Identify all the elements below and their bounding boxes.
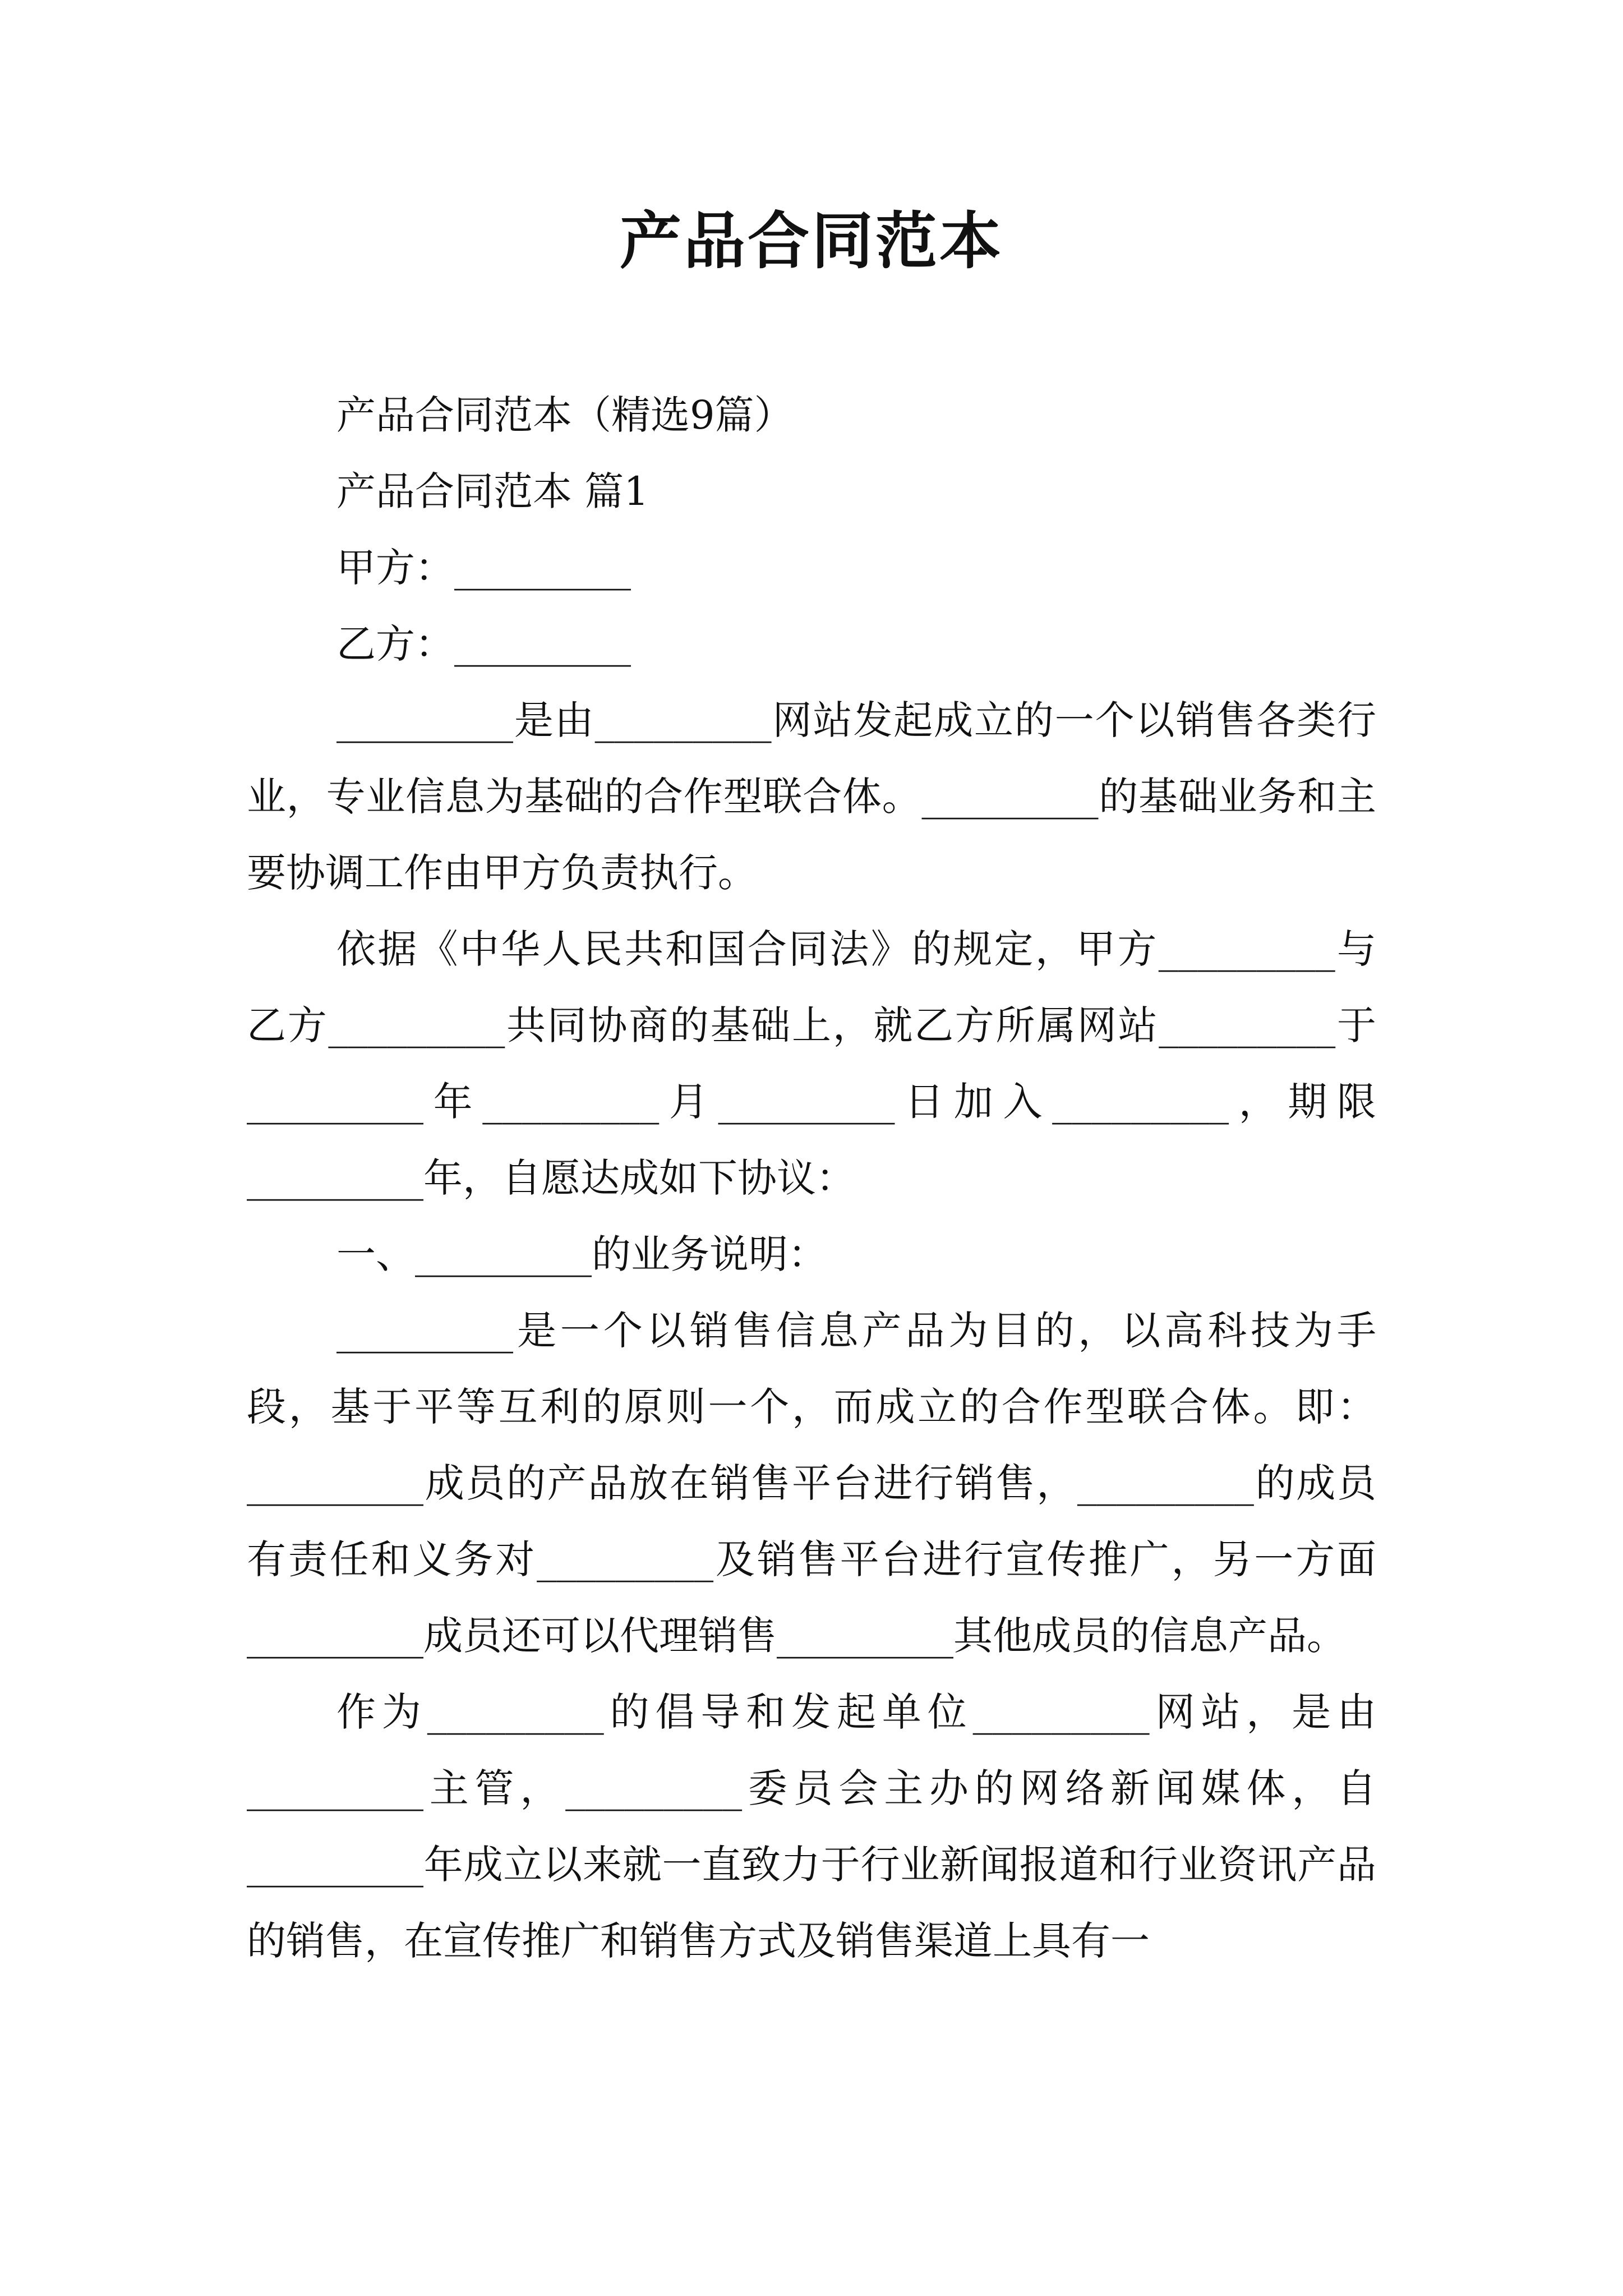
paragraph-party-a: 甲方：_________ xyxy=(336,545,631,591)
paragraph-intro: _________是由_________网站发起成立的一个以销售各类行业，专业信息为基础的合作型联合体。_________的基础业务和主要协调工作由甲方负责执行。 xyxy=(247,697,1376,896)
paragraph-section-heading: 产品合同范本 篇1 xyxy=(336,468,649,514)
paragraph-basis: 依据《中华人民共和国合同法》的规定，甲方_________与乙方_________共同协商的基础上，就乙方所属网站_________于_________年_________月_________日加入_________，期限_________年，自愿达成如下协议： xyxy=(247,926,1376,1201)
document-title: 产品合同范本 xyxy=(620,205,1003,277)
paragraph-clause-1-heading: 一、_________的业务说明： xyxy=(336,1231,827,1277)
paragraph-initiator: 作为_________的倡导和发起单位_________网站，是由_________主管，_________委员会主办的网络新闻媒体，自_________年成立以来就一直致力于行业新闻报道和行业资讯产品的销售，在宣传推广和销售方式及销售渠道上具有一 xyxy=(247,1689,1376,1964)
paragraph-subtitle: 产品合同范本（精选9篇） xyxy=(336,392,794,438)
paragraph-party-b: 乙方：_________ xyxy=(336,621,631,667)
paragraph-business-description: _________是一个以销售信息产品为目的，以高科技为手段，基于平等互利的原则一个，而成立的合作型联合体。即：_________成员的产品放在销售平台进行销售，_________的成员有责任和义务对_________及销售平台进行宣传推广，另一方面_________成员还可以代理销售_________其他成员的信息产品。 xyxy=(247,1308,1376,1659)
document-body xyxy=(247,377,1376,1979)
